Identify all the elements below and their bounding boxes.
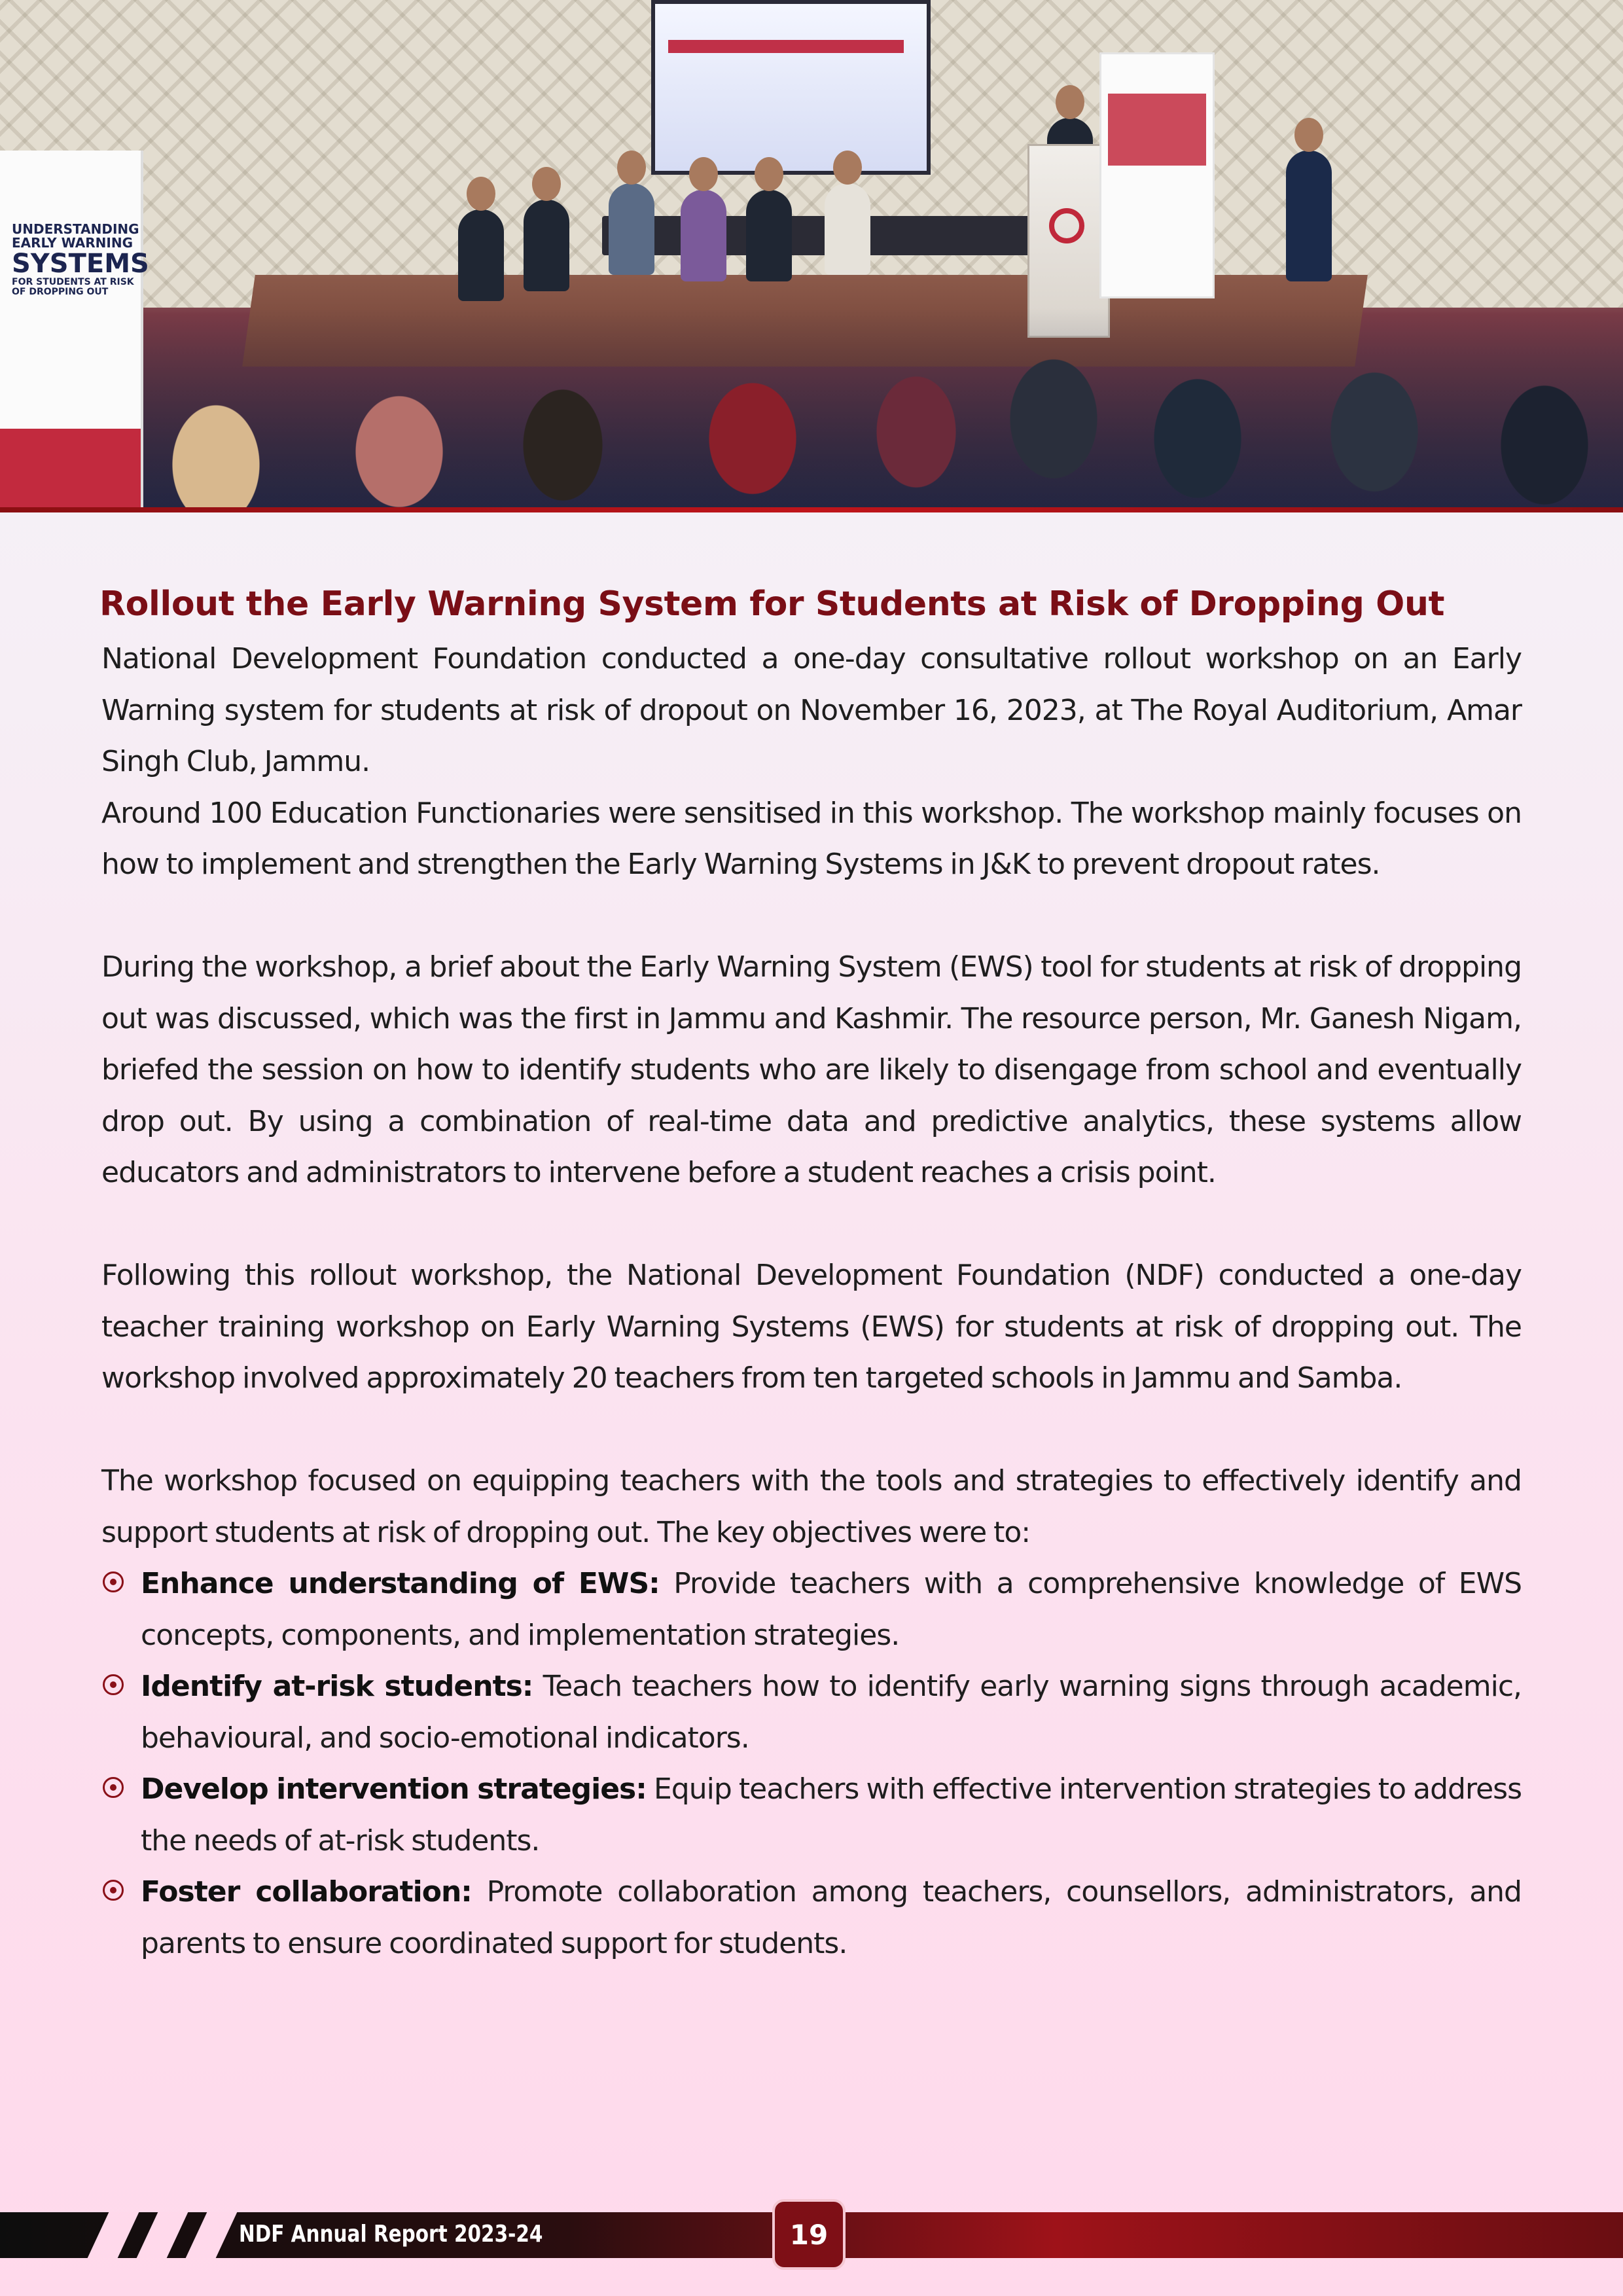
audience: [0, 308, 1623, 507]
panel-member: [609, 183, 654, 275]
footer-stripe: [88, 2212, 139, 2258]
objective-label: Identify at-risk students:: [141, 1670, 533, 1703]
circle-bullet-icon: [103, 1571, 124, 1592]
projector-screen: [651, 0, 931, 175]
panel-member: [746, 190, 792, 281]
objective-label: Foster collaboration:: [141, 1875, 472, 1909]
objective-text: Provide teachers with a comprehensive knowledge of EWS concepts, components, and implementation strategies.: [141, 1567, 1522, 1652]
article-title: Rollout the Early Warning System for Students at Risk of Dropping Out: [99, 584, 1445, 624]
panel-member-head: [833, 151, 862, 185]
page-number: 19: [772, 2199, 846, 2270]
podium-logo: [1049, 208, 1084, 243]
panel-member: [524, 200, 569, 291]
panel-member-head: [617, 151, 646, 185]
panel-member-head: [532, 167, 561, 201]
paragraph-participants: Around 100 Education Functionaries were sensitised in this workshop. The workshop mainly focuses on how to implement and strengthen the Early Warning Systems in J&K to prevent dropout rates.: [101, 796, 1522, 881]
panel-member: [825, 183, 870, 275]
article-body: [101, 634, 1522, 1969]
standee-text: [12, 221, 149, 297]
standee-line: FOR STUDENTS AT RISK: [12, 277, 134, 287]
standee-line: EARLY WARNING: [12, 235, 133, 251]
paragraph-objectives-intro: The workshop focused on equipping teachers with the tools and strategies to effectively identify and support students at risk of dropping out. The key objectives were to:: [101, 1464, 1522, 1549]
paragraph-intro: National Development Foundation conducted a one-day consultative rollout workshop on an Early Warning system for students at risk of dropout on November 16, 2023, at The Royal Auditorium, Amar Singh Club, Jammu.: [101, 642, 1522, 778]
standee-line: OF DROPPING OUT: [12, 286, 109, 297]
circle-bullet-icon: [103, 1880, 124, 1901]
standing-person: [1286, 151, 1332, 281]
standee-line: SYSTEMS: [12, 249, 149, 279]
objective-label: Enhance understanding of EWS:: [141, 1567, 660, 1600]
panel-member-head: [467, 177, 495, 211]
speaker-head: [1056, 85, 1084, 119]
objective-item: [101, 1867, 1522, 1969]
circle-bullet-icon: [103, 1777, 124, 1798]
panel-member-head: [689, 157, 718, 191]
panel-member-head: [755, 157, 783, 191]
panel-member: [458, 209, 504, 301]
panel-member: [681, 190, 726, 281]
footer-report-title: NDF Annual Report 2023-24: [239, 2221, 543, 2248]
workshop-photo: [0, 0, 1623, 507]
standing-person-head: [1294, 118, 1323, 152]
objective-label: Develop intervention strategies:: [141, 1772, 647, 1806]
objective-item: [101, 1558, 1522, 1661]
photo-divider: [0, 507, 1623, 512]
objective-text: Teach teachers how to identify early warning signs through academic, behavioural, and socio-emotional indicators.: [141, 1670, 1522, 1755]
standee-stripe: [0, 429, 141, 507]
objective-item: [101, 1661, 1522, 1764]
circle-bullet-icon: [103, 1674, 124, 1695]
objective-text: Equip teachers with effective intervention strategies to address the needs of at-risk students.: [141, 1772, 1522, 1857]
footer-stripe: [186, 2212, 238, 2258]
paragraph-teacher-training: Following this rollout workshop, the National Development Foundation (NDF) conducted a one-day teacher training workshop on Early Warning Systems (EWS) for students at risk of dropping out. The workshop involved approximately 20 teachers from ten targeted schools in Jammu and Samba.: [101, 1259, 1522, 1395]
objective-text: Promote collaboration among teachers, counsellors, administrators, and parents to ensure coordinated support for students.: [141, 1875, 1522, 1960]
event-standee-left: [0, 151, 149, 507]
standee-line: UNDERSTANDING: [12, 221, 139, 237]
footer-stripe: [137, 2212, 188, 2258]
paragraph-ews-tool: During the workshop, a brief about the Early Warning System (EWS) tool for students at risk of dropping out was discussed, which was the first in Jammu and Kashmir. The resource person, Mr. Ganesh Nigam, briefed the session on how to identify students who are likely to disengage from school and eventually drop out. By using a combination of real-time data and predictive analytics, these systems allow educators and administrators to intervene before a student reaches a crisis point.: [101, 950, 1522, 1189]
event-standee-right: [1099, 52, 1215, 298]
objectives-list: [101, 1558, 1522, 1969]
objective-item: [101, 1764, 1522, 1867]
